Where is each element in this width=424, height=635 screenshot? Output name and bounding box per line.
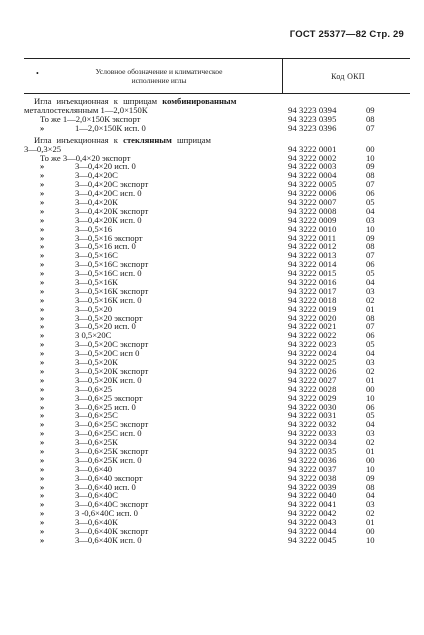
row-check-digits: 07	[366, 321, 375, 332]
row-check-digits: 00	[366, 525, 375, 536]
ditto-mark: »	[40, 401, 45, 412]
table-row	[0, 207, 424, 216]
row-check-digits: 03	[366, 499, 375, 510]
row-okp-code: 94 3222 0035	[288, 445, 337, 456]
row-okp-code: 94 3222 0014	[288, 259, 337, 270]
row-okp-code: 94 3222 0002	[288, 152, 337, 163]
row-okp-code: 94 3222 0031	[288, 410, 337, 421]
ditto-mark: »	[40, 232, 45, 243]
table-row	[0, 198, 424, 207]
row-okp-code: 94 3222 0001	[288, 143, 337, 154]
table-row	[0, 509, 424, 518]
table-row	[0, 180, 424, 189]
row-designation: 3—0,5×20К исп. 0	[75, 374, 142, 385]
row-okp-code: 94 3222 0004	[288, 170, 337, 181]
row-check-digits: 05	[366, 268, 375, 279]
row-check-digits: 06	[366, 330, 375, 341]
row-check-digits: 08	[366, 113, 375, 124]
page-header	[0, 29, 424, 43]
table-row	[0, 260, 424, 269]
row-check-digits: 06	[366, 401, 375, 412]
table-row	[0, 189, 424, 198]
row-designation: 3—0,5×20	[75, 303, 113, 314]
table-row	[0, 305, 424, 314]
row-check-digits: 02	[366, 294, 375, 305]
table-row	[0, 296, 424, 305]
row-okp-code: 94 3222 0019	[288, 303, 337, 314]
row-designation: 3 -0,6×40С исп. 0	[75, 508, 138, 519]
row-okp-code: 94 3223 0396	[288, 122, 337, 133]
row-okp-code: 94 3222 0026	[288, 365, 337, 376]
row-check-digits: 01	[366, 445, 375, 456]
row-okp-code: 94 3222 0011	[288, 232, 337, 243]
row-designation: 3—0,4×20С	[75, 170, 118, 181]
row-okp-code: 94 3222 0027	[288, 374, 337, 385]
ditto-mark: »	[40, 170, 45, 181]
table-row	[0, 367, 424, 376]
row-designation: 3—0,5×16 экспорт	[75, 232, 143, 243]
row-check-digits: 04	[366, 348, 375, 359]
row-check-digits: 02	[366, 365, 375, 376]
row-okp-code: 94 3222 0010	[288, 223, 337, 234]
row-check-digits: 08	[366, 170, 375, 181]
row-designation: 3—0,5×16С	[75, 250, 118, 261]
row-check-digits: 01	[366, 374, 375, 385]
table-row	[0, 358, 424, 367]
ditto-mark: »	[40, 321, 45, 332]
table-row	[0, 411, 424, 420]
table-row	[0, 278, 424, 287]
ditto-mark: »	[40, 277, 45, 288]
row-check-digits: 06	[366, 259, 375, 270]
ditto-mark: »	[40, 339, 45, 350]
ditto-mark: »	[40, 472, 45, 483]
row-designation: 3—0,5×16К исп. 0	[75, 294, 142, 305]
row-designation: 3—0,6×25С	[75, 410, 118, 421]
table-row	[0, 474, 424, 483]
table-row	[0, 518, 424, 527]
column-header-designation	[54, 67, 264, 85]
row-designation: 3—0,6×40С экспорт	[75, 499, 149, 510]
row-check-digits: 03	[366, 214, 375, 225]
ditto-mark: »	[40, 365, 45, 376]
column-header-code: Код ОКП	[331, 72, 365, 81]
row-check-digits: 09	[366, 472, 375, 483]
table-row	[0, 251, 424, 260]
row-designation: 3—0,6×40 исп. 0	[75, 481, 136, 492]
row-check-digits: 09	[366, 105, 375, 115]
row-okp-code: 94 3222 0036	[288, 454, 337, 465]
ditto-mark: »	[40, 259, 45, 270]
row-designation: 3—0,6×40 экспорт	[75, 472, 143, 483]
row-okp-code: 94 3222 0038	[288, 472, 337, 483]
group1-title-text: Игла инъекционная к шприцам	[34, 96, 158, 106]
row-okp-code: 94 3222 0039	[288, 481, 337, 492]
ditto-mark: »	[40, 525, 45, 536]
group1-title-line2: металлостеклянным 1—2,0×150К	[24, 105, 148, 115]
row-check-digits: 10	[366, 223, 375, 234]
row-okp-code: 94 3222 0003	[288, 161, 337, 172]
row-okp-code: 94 3222 0037	[288, 463, 337, 474]
group2-title-end: шприцам	[177, 134, 211, 145]
row-designation: 3—0,4×20С исп. 0	[75, 188, 142, 199]
table-row	[0, 269, 424, 278]
table-row	[0, 456, 424, 465]
table-row	[0, 500, 424, 509]
standard-number: ГОСТ 25377—82 Стр. 29	[289, 29, 404, 40]
ditto-mark: »	[40, 490, 45, 501]
table-row	[0, 216, 424, 225]
group2-title-line2: 3—0,3×25	[24, 143, 62, 154]
row-okp-code: 94 3222 0044	[288, 525, 337, 536]
table-row	[0, 385, 424, 394]
row-okp-code: 94 3222 0009	[288, 214, 337, 225]
table-row	[0, 242, 424, 251]
ditto-mark: »	[40, 517, 45, 528]
row-okp-code: 94 3222 0018	[288, 294, 337, 305]
row-okp-code: 94 3222 0017	[288, 285, 337, 296]
row-designation: 3—0,6×25С экспорт	[75, 419, 149, 430]
row-designation: То же 3—0,4×20 экспорт	[40, 152, 131, 163]
row-check-digits: 09	[366, 161, 375, 172]
row-designation: 3—0,6×25К	[75, 437, 118, 448]
row-designation: 3—0,6×40К экспорт	[75, 525, 149, 536]
ditto-mark: »	[40, 285, 45, 296]
table-row	[0, 536, 424, 545]
group2-title-line1	[0, 136, 424, 145]
ditto-mark: »	[40, 410, 45, 421]
row-okp-code: 94 3222 0025	[288, 357, 337, 368]
group2-title-bold: стеклянным	[123, 134, 172, 145]
table-row	[0, 322, 424, 331]
row-designation: 3—0,5×20С исп 0	[75, 348, 140, 359]
row-okp-code: 94 3222 0006	[288, 188, 337, 199]
table-row	[0, 314, 424, 323]
row-okp-code: 94 3222 0020	[288, 312, 337, 323]
row-check-digits: 05	[366, 410, 375, 421]
row-designation: 3—0,5×20К	[75, 357, 118, 368]
row-okp-code: 94 3222 0034	[288, 437, 337, 448]
row-okp-code: 94 3223 0394	[288, 105, 337, 115]
row-designation: 3—0,4×20К исп. 0	[75, 214, 142, 225]
table-row	[0, 376, 424, 385]
row-okp-code: 94 3222 0032	[288, 419, 337, 430]
row-check-digits: 01	[366, 517, 375, 528]
row-check-digits: 07	[366, 122, 375, 133]
table-row	[0, 287, 424, 296]
group1-title-bold: комбинированным	[162, 96, 237, 106]
table-row	[0, 154, 424, 163]
column-divider	[282, 59, 283, 93]
row-designation: То же 1—2,0×150К экспорт	[40, 113, 141, 124]
row-okp-code: 94 3222 0040	[288, 490, 337, 501]
table-row	[0, 124, 424, 133]
ditto-mark: »	[40, 330, 45, 341]
row-check-digits: 05	[366, 339, 375, 350]
row-okp-code: 94 3222 0021	[288, 321, 337, 332]
table-row	[0, 403, 424, 412]
row-check-digits: 08	[366, 312, 375, 323]
row-designation: 3—0,6×40К исп. 0	[75, 534, 142, 545]
bullet-mark: •	[36, 69, 39, 78]
ditto-mark: »	[40, 250, 45, 261]
ditto-mark: »	[40, 197, 45, 208]
table-row	[0, 491, 424, 500]
row-designation: 3—0,5×16К	[75, 277, 118, 288]
ditto-mark: »	[40, 348, 45, 359]
ditto-mark: »	[40, 303, 45, 314]
column-header-designation-line1: Условное обозначение и климатическое	[95, 67, 223, 76]
row-check-digits: 02	[366, 508, 375, 519]
row-designation: 3—0,5×20 экспорт	[75, 312, 143, 323]
row-check-digits: 00	[366, 454, 375, 465]
row-okp-code: 94 3222 0012	[288, 241, 337, 252]
ditto-mark: »	[40, 454, 45, 465]
ditto-mark: »	[40, 419, 45, 430]
row-designation: 3—0,6×25К экспорт	[75, 445, 149, 456]
row-check-digits: 00	[366, 383, 375, 394]
ditto-mark: »	[40, 312, 45, 323]
ditto-mark: »	[40, 161, 45, 172]
row-designation: 3—0,5×16 исп. 0	[75, 241, 136, 252]
row-designation: 3—0,6×40С	[75, 490, 118, 501]
row-check-digits: 10	[366, 463, 375, 474]
table-row	[0, 349, 424, 358]
row-designation: 3—0,5×16К экспорт	[75, 285, 149, 296]
table-row	[0, 465, 424, 474]
row-check-digits: 07	[366, 179, 375, 190]
group2-title-text: Игла инъекционная к	[34, 134, 118, 145]
ditto-mark: »	[40, 437, 45, 448]
table-row	[0, 527, 424, 536]
row-okp-code: 94 3222 0022	[288, 330, 337, 341]
ditto-mark: »	[40, 499, 45, 510]
table-row	[0, 483, 424, 492]
table-row	[0, 162, 424, 171]
table-header	[24, 58, 410, 94]
row-check-digits: 02	[366, 437, 375, 448]
ditto-mark: »	[40, 268, 45, 279]
ditto-mark: »	[40, 481, 45, 492]
group2-rows	[0, 136, 424, 545]
row-check-digits: 04	[366, 277, 375, 288]
row-check-digits: 05	[366, 197, 375, 208]
ditto-mark: »	[40, 428, 45, 439]
row-check-digits: 10	[366, 534, 375, 545]
ditto-mark: »	[40, 463, 45, 474]
ditto-mark: »	[40, 241, 45, 252]
table-row	[0, 225, 424, 234]
table-row	[0, 447, 424, 456]
row-okp-code: 94 3223 0395	[288, 113, 337, 124]
row-check-digits: 09	[366, 232, 375, 243]
row-okp-code: 94 3222 0029	[288, 392, 337, 403]
ditto-mark: »	[40, 214, 45, 225]
row-designation: 3—0,4×20К	[75, 197, 118, 208]
ditto-mark: »	[40, 383, 45, 394]
table-row	[0, 429, 424, 438]
group1-rows	[0, 106, 424, 133]
table-row	[0, 340, 424, 349]
row-okp-code: 94 3222 0013	[288, 250, 337, 261]
row-okp-code: 94 3222 0024	[288, 348, 337, 359]
row-designation: 3 0,5×20С	[75, 330, 112, 341]
row-check-digits: 03	[366, 285, 375, 296]
ditto-mark: »	[40, 223, 45, 234]
row-designation: 3—0,6×25К исп. 0	[75, 454, 142, 465]
row-designation: 3—0,5×16С экспорт	[75, 259, 149, 270]
ditto-mark: »	[40, 374, 45, 385]
row-check-digits: 04	[366, 490, 375, 501]
ditto-mark: »	[40, 122, 45, 133]
row-check-digits: 06	[366, 188, 375, 199]
row-check-digits: 08	[366, 241, 375, 252]
row-okp-code: 94 3222 0008	[288, 205, 337, 216]
table-row	[0, 420, 424, 429]
row-okp-code: 94 3222 0043	[288, 517, 337, 528]
row-check-digits: 08	[366, 481, 375, 492]
row-check-digits: 00	[366, 143, 375, 154]
row-okp-code: 94 3222 0016	[288, 277, 337, 288]
row-okp-code: 94 3222 0015	[288, 268, 337, 279]
row-designation: 3—0,5×20К экспорт	[75, 365, 149, 376]
row-designation: 3—0,5×16С исп. 0	[75, 268, 142, 279]
row-designation: 3—0,6×25	[75, 383, 113, 394]
ditto-mark: »	[40, 445, 45, 456]
row-okp-code: 94 3222 0045	[288, 534, 337, 545]
row-designation: 3—0,6×40К	[75, 517, 118, 528]
row-designation: 1—2,0×150К исп. 0	[75, 122, 146, 133]
row-check-digits: 10	[366, 152, 375, 163]
row-designation: 3—0,5×20 исп. 0	[75, 321, 136, 332]
table-row	[0, 234, 424, 243]
row-okp-code: 94 3222 0007	[288, 197, 337, 208]
row-okp-code: 94 3222 0033	[288, 428, 337, 439]
row-okp-code: 94 3222 0023	[288, 339, 337, 350]
ditto-mark: »	[40, 392, 45, 403]
row-designation: 3—0,6×25 экспорт	[75, 392, 143, 403]
row-designation: 3—0,4×20С экспорт	[75, 179, 149, 190]
row-designation: 3—0,4×20К экспорт	[75, 205, 149, 216]
column-header-designation-line2: исполнение иглы	[131, 76, 187, 85]
row-check-digits: 03	[366, 357, 375, 368]
ditto-mark: »	[40, 188, 45, 199]
row-designation: 3—0,5×20С экспорт	[75, 339, 149, 350]
row-check-digits: 04	[366, 419, 375, 430]
table-row	[0, 115, 424, 124]
ditto-mark: »	[40, 179, 45, 190]
row-designation: 3—0,5×16	[75, 223, 113, 234]
row-designation: 3—0,6×25 исп. 0	[75, 401, 136, 412]
row-check-digits: 07	[366, 250, 375, 261]
ditto-mark: »	[40, 534, 45, 545]
row-check-digits: 04	[366, 205, 375, 216]
table-row	[0, 394, 424, 403]
ditto-mark: »	[40, 294, 45, 305]
table-body	[0, 97, 424, 545]
table-row	[0, 331, 424, 340]
ditto-mark: »	[40, 357, 45, 368]
row-check-digits: 01	[366, 303, 375, 314]
table-row	[0, 171, 424, 180]
row-designation: 3—0,6×40	[75, 463, 113, 474]
row-okp-code: 94 3222 0005	[288, 179, 337, 190]
table-row	[0, 438, 424, 447]
ditto-mark: »	[40, 205, 45, 216]
ditto-mark: »	[40, 508, 45, 519]
row-okp-code: 94 3222 0028	[288, 383, 337, 394]
row-designation: 3—0,4×20 исп. 0	[75, 161, 136, 172]
row-check-digits: 03	[366, 428, 375, 439]
row-designation: 3—0,6×25С исп. 0	[75, 428, 142, 439]
row-okp-code: 94 3222 0030	[288, 401, 337, 412]
row-check-digits: 10	[366, 392, 375, 403]
row-okp-code: 94 3222 0041	[288, 499, 337, 510]
row-okp-code: 94 3222 0042	[288, 508, 337, 519]
